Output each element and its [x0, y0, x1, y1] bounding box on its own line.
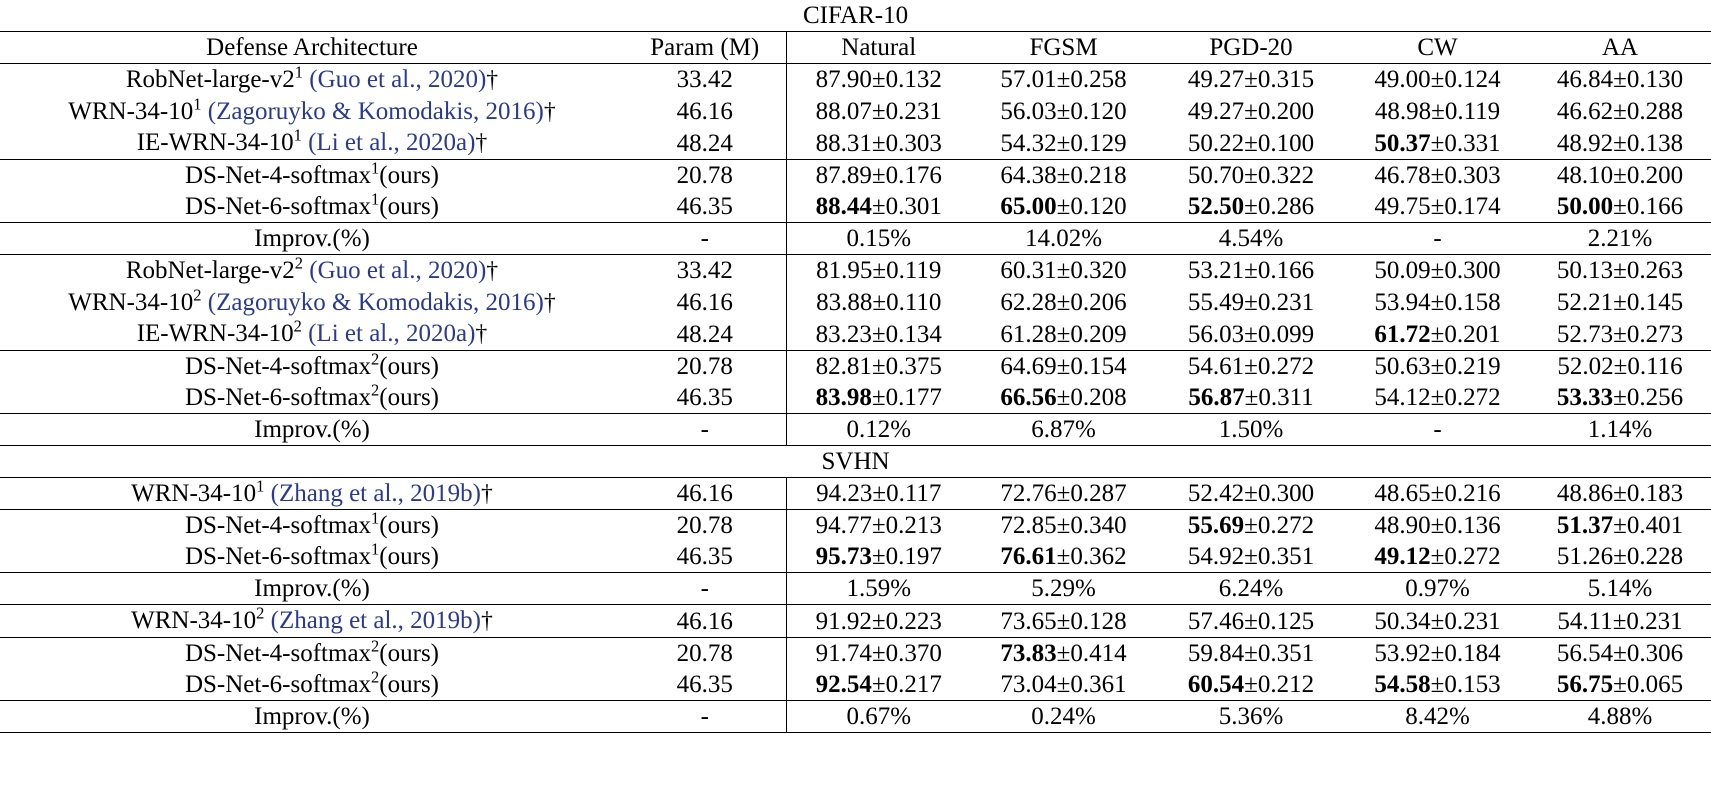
architecture-cell: DS-Net-4-softmax$^1$(ours): [0, 159, 624, 191]
table-row: [0, 127, 1711, 159]
metric-cell: 48.65±0.216: [1374, 480, 1501, 508]
metric-cell: 91.74±0.370: [786, 638, 971, 670]
param-cell: 46.16: [676, 288, 733, 316]
metric-cell: 73.83±0.414: [971, 638, 1156, 670]
table-row: [0, 287, 1711, 319]
param-cell: 48.24: [676, 320, 733, 348]
metric-cell: 61.28±0.209: [1000, 320, 1127, 348]
section-title-row: [0, 0, 1711, 32]
architecture-cell: WRN-$34-10^1$ (Zhang et al., 2019b)†: [131, 476, 493, 507]
table-row: [0, 64, 1711, 96]
table-row: [0, 541, 1711, 573]
metric-cell: 73.65±0.128: [971, 605, 1156, 638]
table-row: [0, 573, 1711, 605]
architecture-cell: WRN-$34-10^2$ (Zhang et al., 2019b)†: [0, 605, 624, 638]
table-row: [0, 96, 1711, 128]
metric-cell: 60.31±0.320: [971, 254, 1156, 286]
metric-cell: 46.62±0.288: [1556, 97, 1684, 125]
metric-cell: 50.22±0.100: [1187, 129, 1315, 157]
improv-value: 0.97%: [1346, 573, 1529, 605]
metric-cell: 92.54±0.217: [786, 669, 971, 701]
improv-value: 8.42%: [1346, 701, 1529, 733]
architecture-cell: DS-Net-6-softmax$^1$(ours): [184, 540, 440, 571]
metric-cell: 73.04±0.361: [1000, 671, 1127, 699]
improv-value: 5.36%: [1156, 701, 1346, 733]
column-header: PGD-20: [1156, 32, 1346, 64]
metric-cell: 65.00±0.120: [1000, 192, 1127, 220]
param-cell: 46.16: [676, 480, 733, 508]
metric-cell: 54.11±0.231: [1529, 605, 1711, 638]
improv-value: 0.15%: [786, 222, 971, 254]
improv-value: 4.54%: [1156, 222, 1346, 254]
metric-cell: 57.46±0.125: [1156, 605, 1346, 638]
metric-cell: 54.61±0.272: [1156, 350, 1346, 382]
metric-cell: 46.84±0.130: [1529, 64, 1711, 96]
metric-cell: 48.10±0.200: [1529, 159, 1711, 191]
metric-cell: 94.23±0.117: [786, 477, 971, 510]
metric-cell: 50.34±0.231: [1346, 605, 1529, 638]
architecture-cell: RobNet-$large-v2^2$ (Guo et al., 2020)†: [0, 254, 624, 286]
metric-cell: 50.00±0.166: [1556, 192, 1684, 220]
param-cell: -: [624, 413, 786, 445]
param-cell: 20.78: [624, 350, 786, 382]
param-cell: 46.35: [676, 543, 733, 571]
metric-cell: 82.81±0.375: [786, 350, 971, 382]
column-header: CW: [1346, 32, 1529, 64]
metric-cell: 87.90±0.132: [786, 64, 971, 96]
architecture-cell: WRN-$34-10^2$ (Zagoruyko & Komodakis, 2016)†: [68, 285, 556, 316]
table-row: [0, 669, 1711, 701]
metric-cell: 88.31±0.303: [786, 127, 971, 159]
improv-value: 0.12%: [786, 413, 971, 445]
metric-cell: 64.38±0.218: [971, 159, 1156, 191]
improv-value: 1.50%: [1156, 413, 1346, 445]
architecture-cell: DS-Net-4-softmax$^2$(ours): [0, 350, 624, 382]
section-title: SVHN: [0, 445, 1711, 477]
metric-cell: 50.37±0.331: [1374, 129, 1501, 157]
improv-value: 2.21%: [1529, 222, 1711, 254]
architecture-cell: DS-Net-6-softmax$^2$(ours): [184, 667, 440, 699]
metric-cell: 62.28±0.206: [1000, 288, 1127, 316]
param-cell: 33.42: [624, 254, 786, 286]
metric-cell: 57.01±0.258: [971, 64, 1156, 96]
param-cell: 46.35: [676, 383, 733, 411]
metric-cell: 52.02±0.116: [1529, 350, 1711, 382]
param-cell: 20.78: [624, 510, 786, 542]
metric-cell: 60.54±0.212: [1187, 671, 1315, 699]
param-cell: 46.35: [676, 671, 733, 699]
table-row: [0, 510, 1711, 542]
param-cell: 46.16: [624, 605, 786, 638]
table-row: [0, 382, 1711, 414]
column-header: Natural: [786, 32, 971, 64]
metric-cell: 51.37±0.401: [1529, 510, 1711, 542]
improv-label: Improv.(%): [0, 413, 624, 445]
improv-value: -: [1346, 222, 1529, 254]
metric-cell: 50.63±0.219: [1346, 350, 1529, 382]
metric-cell: 52.50±0.286: [1187, 192, 1315, 220]
table-row: [0, 159, 1711, 191]
architecture-cell: DS-Net-6-softmax$^1$(ours): [184, 189, 440, 220]
metric-cell: 46.78±0.303: [1346, 159, 1529, 191]
table-row: [0, 254, 1711, 286]
metric-cell: 54.58±0.153: [1374, 671, 1501, 699]
metric-cell: 59.84±0.351: [1156, 638, 1346, 670]
param-cell: 48.24: [676, 129, 733, 157]
metric-cell: 56.54±0.306: [1529, 638, 1711, 670]
improv-value: 1.59%: [786, 573, 971, 605]
column-header: Defense Architecture: [0, 32, 624, 64]
metric-cell: 91.92±0.223: [786, 605, 971, 638]
metric-cell: 76.61±0.362: [1000, 543, 1127, 571]
improv-value: 14.02%: [971, 222, 1156, 254]
metric-cell: 72.76±0.287: [1000, 480, 1127, 508]
improv-value: 0.67%: [786, 701, 971, 733]
metric-cell: 53.33±0.256: [1556, 383, 1684, 411]
metric-cell: 52.73±0.273: [1556, 320, 1684, 348]
metric-cell: 81.95±0.119: [786, 254, 971, 286]
metric-cell: 88.07±0.231: [786, 96, 971, 128]
table-row: [0, 350, 1711, 382]
metric-cell: 72.85±0.340: [971, 510, 1156, 542]
metric-cell: 61.72±0.201: [1374, 320, 1501, 348]
table-header-row: [0, 32, 1711, 64]
metric-cell: 50.09±0.300: [1346, 254, 1529, 286]
column-header: AA: [1529, 32, 1711, 64]
metric-cell: 83.23±0.134: [786, 318, 971, 350]
metric-cell: 48.86±0.183: [1556, 480, 1684, 508]
metric-cell: 54.32±0.129: [1000, 129, 1127, 157]
improv-value: 4.88%: [1529, 701, 1711, 733]
metric-cell: 94.77±0.213: [786, 510, 971, 542]
metric-cell: 88.44±0.301: [786, 191, 971, 223]
metric-cell: 49.27±0.315: [1156, 64, 1346, 96]
improv-value: 1.14%: [1529, 413, 1711, 445]
improv-value: 5.29%: [971, 573, 1156, 605]
architecture-cell: DS-Net-6-softmax$^2$(ours): [184, 380, 440, 411]
metric-cell: 48.90±0.136: [1346, 510, 1529, 542]
metric-cell: 83.98±0.177: [786, 382, 971, 414]
section-title-row: [0, 445, 1711, 477]
improv-value: -: [1346, 413, 1529, 445]
architecture-cell: DS-Net-4-softmax$^2$(ours): [0, 638, 624, 670]
metric-cell: 53.92±0.184: [1346, 638, 1529, 670]
param-cell: -: [624, 573, 786, 605]
metric-cell: 66.56±0.208: [1000, 383, 1127, 411]
table-row: [0, 191, 1711, 223]
table-row: [0, 701, 1711, 733]
metric-cell: 64.69±0.154: [971, 350, 1156, 382]
improv-value: 6.87%: [971, 413, 1156, 445]
metric-cell: 87.89±0.176: [786, 159, 971, 191]
improv-label: Improv.(%): [0, 573, 624, 605]
architecture-cell: RobNet-$large-v2^1$ (Guo et al., 2020)†: [0, 64, 624, 96]
column-header: Param (M): [624, 32, 786, 64]
metric-cell: 83.88±0.110: [786, 287, 971, 319]
architecture-cell: DS-Net-4-softmax$^1$(ours): [0, 510, 624, 542]
metric-cell: 54.12±0.272: [1374, 383, 1501, 411]
table-row: [0, 318, 1711, 350]
architecture-cell: $IE-WRN-34-10^1$ (Li et al., 2020a)†: [136, 125, 488, 157]
metric-cell: 56.03±0.120: [1000, 97, 1127, 125]
metric-cell: 50.13±0.263: [1529, 254, 1711, 286]
improv-label: Improv.(%): [0, 222, 624, 254]
improv-label: Improv.(%): [0, 701, 624, 733]
metric-cell: 56.87±0.311: [1188, 383, 1314, 411]
metric-cell: 56.03±0.099: [1187, 320, 1315, 348]
metric-cell: 50.70±0.322: [1156, 159, 1346, 191]
param-cell: 46.35: [676, 192, 733, 220]
metric-cell: 53.21±0.166: [1156, 254, 1346, 286]
metric-cell: 49.00±0.124: [1346, 64, 1529, 96]
param-cell: -: [624, 222, 786, 254]
table-row: [0, 638, 1711, 670]
section-title: CIFAR-10: [802, 2, 909, 29]
improv-value: 0.24%: [971, 701, 1156, 733]
metric-cell: 52.42±0.300: [1187, 480, 1315, 508]
architecture-cell: $IE-WRN-34-10^2$ (Li et al., 2020a)†: [136, 316, 488, 348]
column-header: FGSM: [971, 32, 1156, 64]
metric-cell: 51.26±0.228: [1556, 543, 1684, 571]
metric-cell: 52.21±0.145: [1556, 288, 1684, 316]
metric-cell: 53.94±0.158: [1374, 288, 1501, 316]
metric-cell: 54.92±0.351: [1187, 543, 1315, 571]
metric-cell: 55.69±0.272: [1156, 510, 1346, 542]
metric-cell: 49.75±0.174: [1374, 192, 1501, 220]
param-cell: 20.78: [624, 159, 786, 191]
architecture-cell: WRN-$34-10^1$ (Zagoruyko & Komodakis, 2016)†: [68, 94, 556, 125]
table-row: [0, 413, 1711, 445]
table-row: [0, 477, 1711, 510]
param-cell: 33.42: [624, 64, 786, 96]
improv-value: 6.24%: [1156, 573, 1346, 605]
improv-value: 5.14%: [1529, 573, 1711, 605]
param-cell: -: [624, 701, 786, 733]
metric-cell: 55.49±0.231: [1187, 288, 1315, 316]
metric-cell: 95.73±0.197: [786, 541, 971, 573]
metric-cell: 49.27±0.200: [1187, 97, 1315, 125]
param-cell: 20.78: [624, 638, 786, 670]
metric-cell: 49.12±0.272: [1374, 543, 1501, 571]
table-row: [0, 605, 1711, 638]
table-row: [0, 222, 1711, 254]
metric-cell: 56.75±0.065: [1556, 671, 1684, 699]
metric-cell: 48.92±0.138: [1556, 129, 1684, 157]
param-cell: 46.16: [676, 97, 733, 125]
metric-cell: 48.98±0.119: [1374, 97, 1501, 125]
